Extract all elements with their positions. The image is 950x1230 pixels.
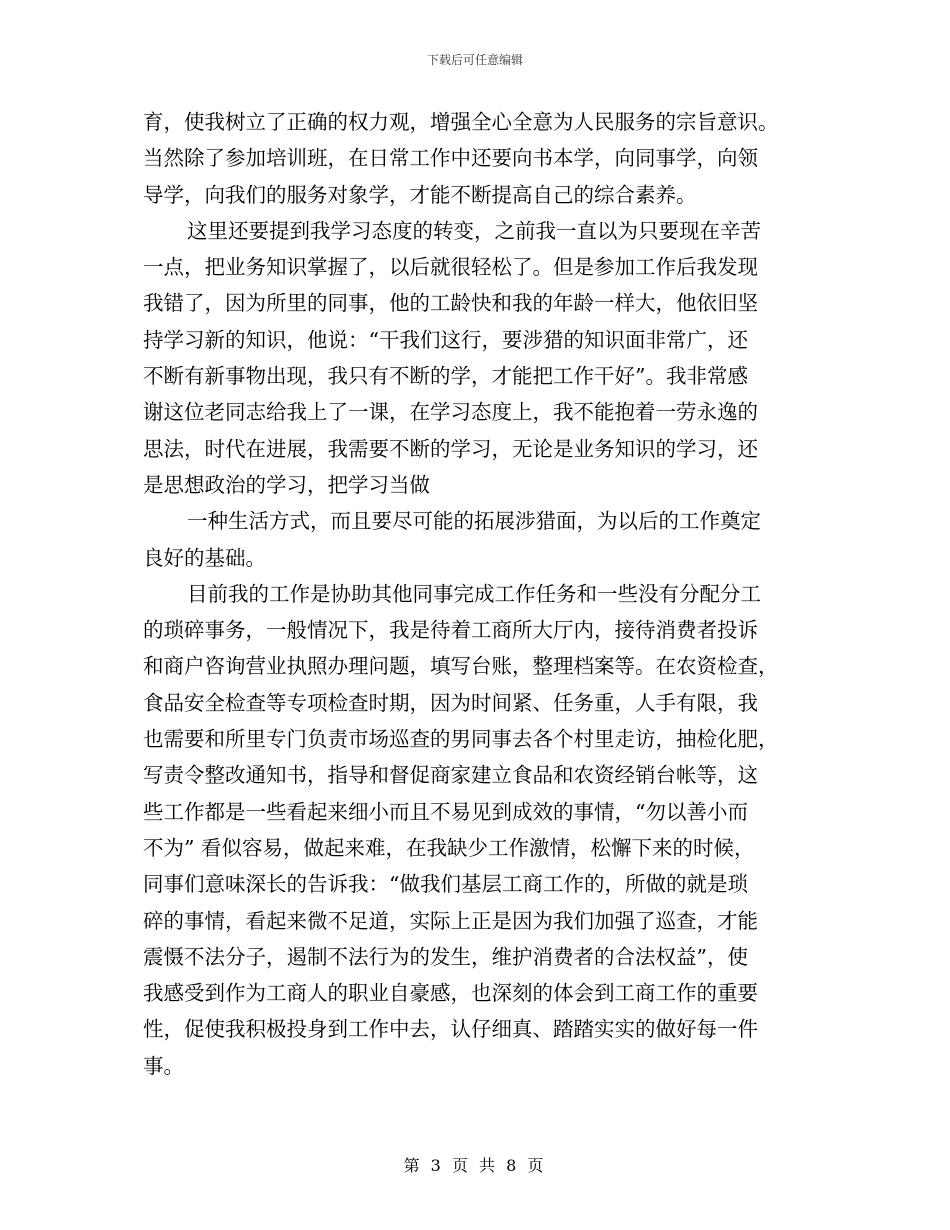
- page-number-footer: 第 3 页 共 8 页: [403, 1156, 547, 1175]
- text-line: 一种生活方式，而且要尽可能的拓展涉猎面，为以后的工作奠定: [187, 509, 761, 534]
- text-line: 不为” 看似容易，做起来难，在我缺少工作激情，松懈下来的时候，: [143, 835, 755, 860]
- text-line: 震慑不法分子，遏制不法行为的发生，维护消费者的合法权益”，使: [143, 944, 748, 969]
- paragraph-1: [143, 104, 803, 213]
- text-line: 导学，向我们的服务对象学，才能不断提高自己的综合素养。: [143, 182, 697, 207]
- paragraph-4: [143, 576, 803, 1084]
- text-line: 目前我的工作是协助其他同事完成工作任务和一些没有分配分工: [187, 581, 761, 606]
- document-body: [143, 104, 803, 1084]
- text-line: 写责令整改通知书，指导和督促商家建立食品和农资经销台帐等，这: [143, 763, 758, 788]
- text-line: 同事们意味深长的告诉我：“做我们基层工商工作的，所做的就是琐: [143, 872, 748, 897]
- text-line: 育，使我树立了正确的权力观，增强全心全意为人民服务的宗旨意识。: [143, 110, 779, 134]
- text-line: 我感受到作为工商人的职业自豪感，也深刻的体会到工商工作的重要: [143, 981, 758, 1006]
- text-line: 我错了，因为所里的同事，他的工龄快和我的年龄一样大，他依旧坚: [143, 291, 758, 316]
- text-line: 性，促使我积极投身到工作中去，认仔细真、踏踏实实的做好每一件: [143, 1017, 758, 1042]
- paragraph-3: [143, 503, 803, 576]
- text-line: 一点，把业务知识掌握了，以后就很轻松了。但是参加工作后我发现: [143, 255, 758, 280]
- text-line: 也需要和所里专门负责市场巡查的男同事去各个村里走访，抽检化肥，: [143, 727, 779, 752]
- text-line: 当然除了参加培训班，在日常工作中还要向书本学，向同事学，向领: [143, 146, 758, 171]
- text-line: 这里还要提到我学习态度的转变，之前我一直以为只要现在辛苦: [187, 218, 761, 243]
- text-line: 的琐碎事务，一般情况下，我是待着工商所大厅内，接待消费者投诉: [143, 618, 758, 643]
- text-line: 持学习新的知识，他说：“干我们这行，要涉猎的知识面非常广，还: [143, 327, 748, 352]
- paragraph-2: [143, 213, 803, 503]
- text-line: 是思想政治的学习，把学习当做: [143, 472, 430, 497]
- page-header: 下载后可任意编辑: [426, 53, 523, 67]
- text-line: 食品安全检查等专项检查时期，因为时间紧、任务重，人手有限，我: [143, 690, 758, 715]
- text-line: 不断有新事物出现，我只有不断的学，才能把工作干好”。我非常感: [143, 364, 748, 389]
- text-line: 事。: [143, 1053, 184, 1078]
- text-line: 些工作都是一些看起来细小而且不易见到成效的事情，“勿以善小而: [143, 799, 748, 824]
- text-line: 谢这位老同志给我上了一课，在学习态度上，我不能抱着一劳永逸的: [143, 400, 758, 425]
- text-line: 和商户咨询营业执照办理问题，填写台账，整理档案等。在农资检查，: [143, 654, 779, 679]
- text-line: 思法，时代在进展，我需要不断的学习，无论是业务知识的学习，还: [143, 436, 758, 461]
- text-line: 良好的基础。: [143, 545, 266, 570]
- text-line: 碎的事情，看起来微不足道，实际上正是因为我们加强了巡查，才能: [143, 908, 758, 933]
